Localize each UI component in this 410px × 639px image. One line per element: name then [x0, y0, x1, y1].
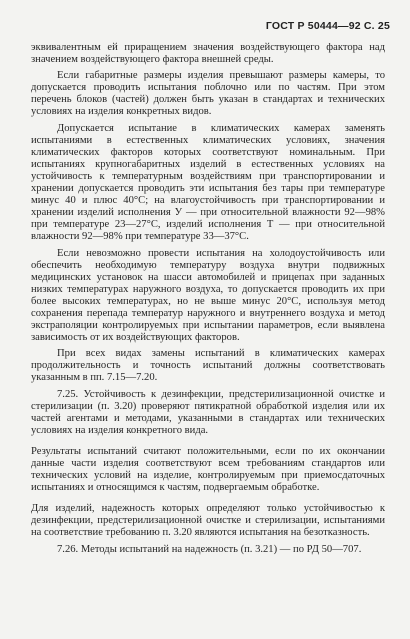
- paragraph-test-results: Результаты испытаний считают положительными, если по их окончании данные части изделия соответствуют всем требованиям стандартов или технических условий на изделие, контролируемым при приемосдаточных испытаниях и относящимся к частям, подвергаемым обработке.: [31, 445, 385, 494]
- paragraph-natural-conditions: Допускается испытание в климатических камерах заменять испытаниями в естественных климатических условиях, значения климатических факторов которых соответствуют номинальным. При испытаниях крупногабаритных изделий в естественных условиях на устойчивость к температурным воздействиям при транспортировании и хранении допускается проводить эти испытания без тары при температуре минус 40 и плюс 40°С; на влагоустойчивость при транспортировании и хранении изделий исполнения У — при относительной влажности 92—98% при температуре 23—27°С, изделий исполнения Т — при относительной влажности 92—98% при температуре 33—37°С.: [31, 122, 385, 243]
- paragraph-oversize-items: Если габаритные размеры изделия превышают размеры камеры, то допускается проводить испытания поблочно или по частям. При этом перечень блоков (частей) должен быть указан в стандартах и технических условиях на изделия конкретных видов.: [31, 70, 385, 118]
- paragraph-continuation: эквивалентным ей приращением значения воздействующего фактора над значением воздействующего фактора внешней среды.: [31, 42, 385, 66]
- running-header: ГОСТ Р 50444—92 С. 25: [265, 20, 390, 32]
- paragraph-7-26-reliability: 7.26. Методы испытаний на надежность (п. 3.21) — по РД 50—707.: [57, 543, 362, 555]
- paragraph-reliability-items: Для изделий, надежность которых определяют только устойчивостью к дезинфекции, предстерилизационной очистке и стерилизации, испытаниями на соответствие требованию п. 3.20 являются испытания на безотказность.: [31, 503, 385, 539]
- paragraph-cold-resistance: Если невозможно провести испытания на холодоустойчивость или обеспечить необходимую температуру воздуха внутри подвижных медицинских установок на шасси автомобилей и прицепах при заданных низких температурах наружного воздуха, то допускается проводить их при более высоких температурах, но не выше минус 20°С, используя метод сохранения перепада температур наружного и внутреннего воздуха и метод экстраполяции контролируемых при испытании параметров, если выявлена зависимость от их воздействующих факторов.: [31, 247, 385, 344]
- document-body: [31, 42, 385, 560]
- paragraph-duration-accuracy: При всех видах замены испытаний в климатических камерах продолжительность и точность испытаний должны соответствовать указанным в пп. 7.15—7.20.: [31, 348, 385, 384]
- paragraph-7-25-disinfection: 7.25. Устойчивость к дезинфекции, предстерилизационной очистке и стерилизации (п. 3.20) проверяют пятикратной обработкой изделия или их частей агентами и методами, указанными в стандартах или технических условиях на изделия конкретного вида.: [31, 388, 385, 436]
